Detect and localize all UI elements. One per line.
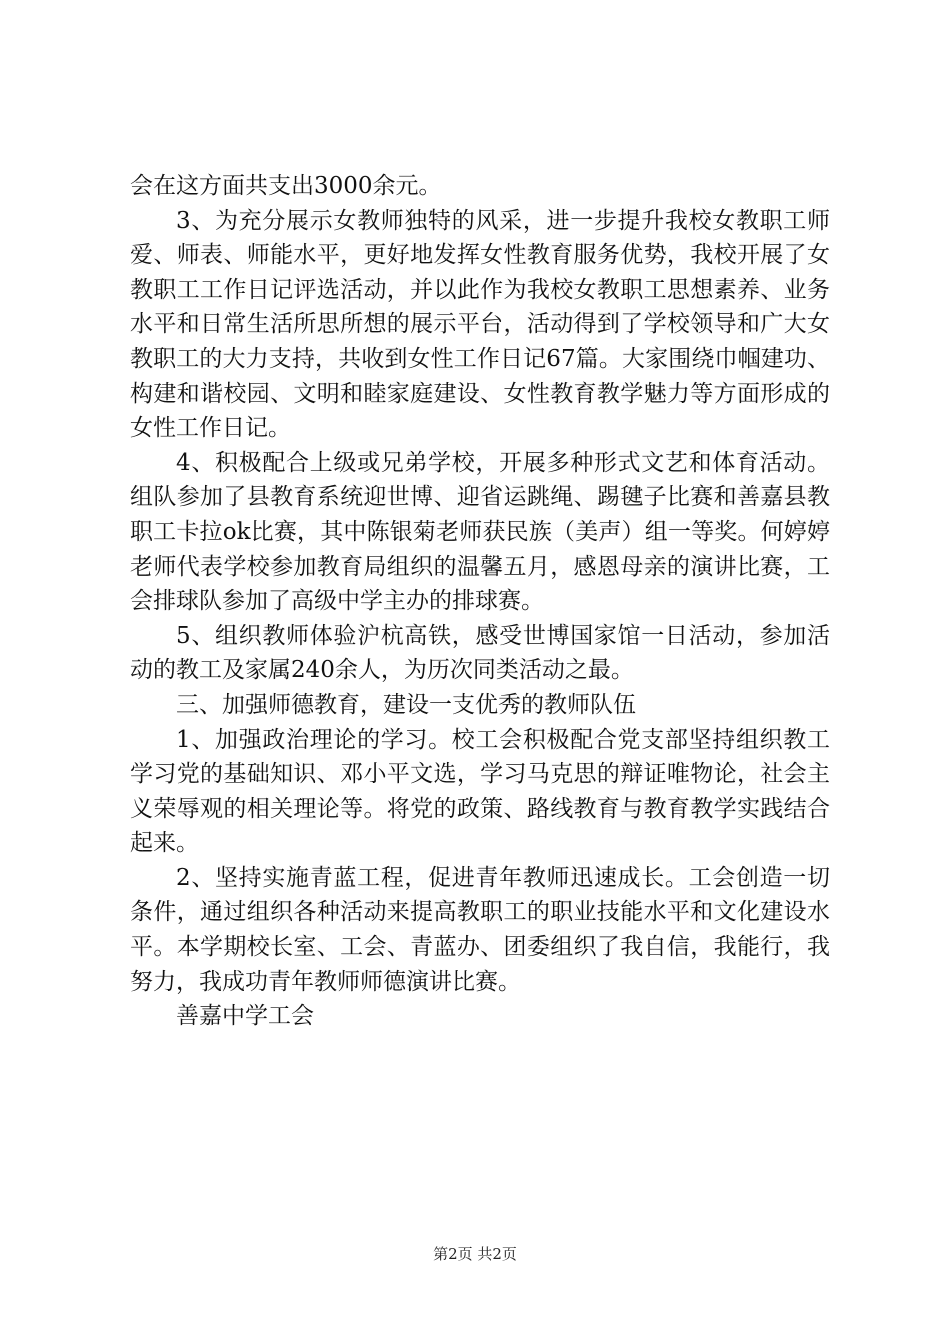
paragraph-section3-item-2: 2、坚持实施青蓝工程，促进青年教师迅速成长。工会创造一切条件，通过组织各种活动来提高教职工的职业技能水平和文化建设水平。本学期校长室、工会、青蓝办、团委组织了我自信，我能行，我努力，我成功青年教师师德演讲比赛。 <box>130 864 830 995</box>
section-heading: 三、加强师德教育，建设一支优秀的教师队伍 <box>176 691 636 718</box>
document-body <box>130 169 830 1034</box>
page-number-footer: 第2页 共2页 <box>433 1245 517 1263</box>
signature-line: 善嘉中学工会 <box>176 1003 314 1030</box>
paragraph-item-4: 4、积极配合上级或兄弟学校，开展多种形式文艺和体育活动。组队参加了县教育系统迎世博、迎省运跳绳、踢毽子比赛和善嘉县教职工卡拉ok比赛，其中陈银菊老师获民族（美声）组一等奖。何婷婷老师代表学校参加教育局组织的温馨五月，感恩母亲的演讲比赛，工会排球队参加了高级中学主办的排球赛。 <box>130 449 830 615</box>
paragraph-item-3: 3、为充分展示女教师独特的风采，进一步提升我校女教职工师爱、师表、师能水平，更好地发挥女性教育服务优势，我校开展了女教职工工作日记评选活动，并以此作为我校女教职工思想素养、业务水平和日常生活所思所想的展示平台，活动得到了学校领导和广大女教职工的大力支持，共收到女性工作日记67篇。大家围绕巾帼建功、构建和谐校园、文明和睦家庭建设、女性教育教学魅力等方面形成的女性工作日记。 <box>130 207 830 442</box>
paragraph-item-5: 5、组织教师体验沪杭高铁，感受世博国家馆一日活动，参加活动的教工及家属240余人，为历次同类活动之最。 <box>130 622 830 684</box>
paragraph-section3-item-1: 1、加强政治理论的学习。校工会积极配合党支部坚持组织教工学习党的基础知识、邓小平文选，学习马克思的辩证唯物论，社会主义荣辱观的相关理论等。将党的政策、路线教育与教育教学实践结合起来。 <box>130 726 830 857</box>
paragraph-continuation: 会在这方面共支出3000余元。 <box>130 173 442 199</box>
